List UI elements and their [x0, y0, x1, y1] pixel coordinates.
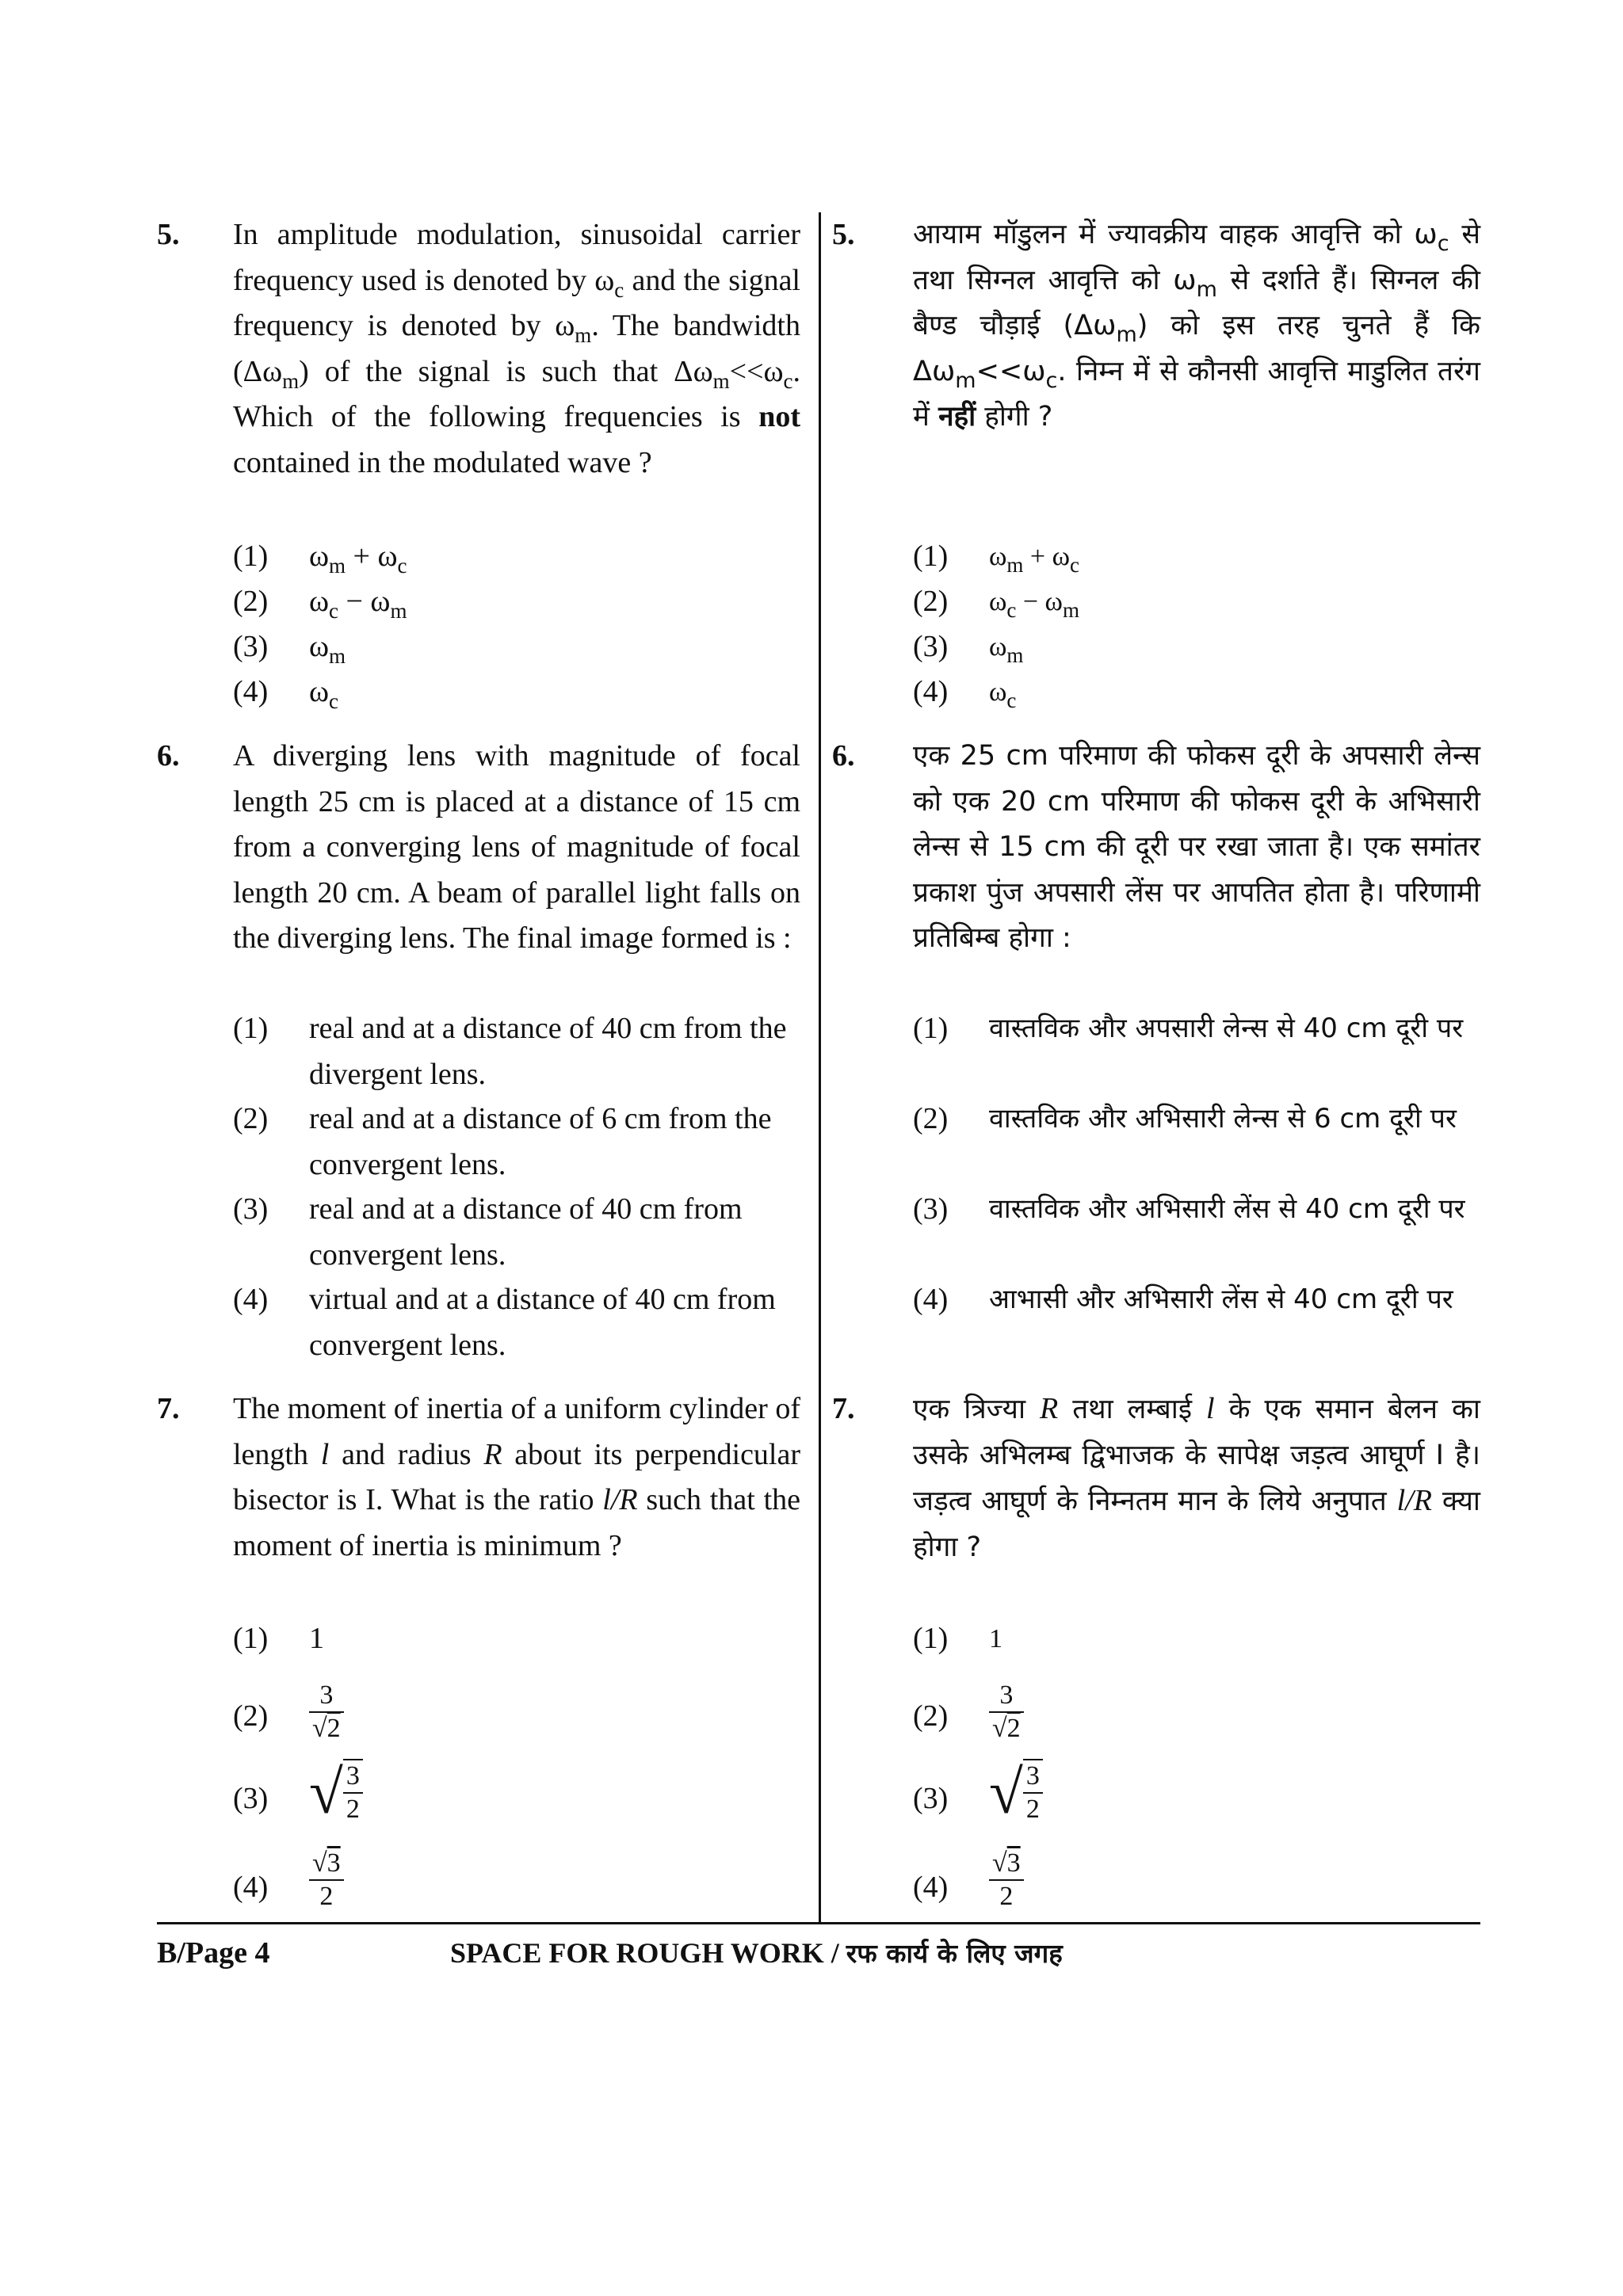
- question-number: 5.: [157, 218, 180, 251]
- option-4: (4) $\frac{√3}{2}$: [233, 1848, 800, 1919]
- fraction: $\frac{√3}{2}$: [989, 1848, 1480, 1913]
- question-text: आयाम मॉडुलन में ज्यावक्रीय वाहक आवृत्ति को $\omega_c$ से तथा सिग्नल आवृत्ति को $\omega_m$ से दर्शाते हैं। सिग्नल की बैण्ड चौड़ाई $(\Delta\omega_m)$ को इस तरह चुनते हैं कि $\Delta\omega_m<<\omega_c$. निम्न में से कौनसी आवृत्ति माडुलित तरंग में नहीं होगी ?: [913, 219, 1480, 433]
- question-number: 6.: [832, 739, 855, 772]
- question-number: 5.: [832, 218, 855, 251]
- question-number: 6.: [157, 739, 180, 772]
- question-number: 7.: [157, 1392, 180, 1425]
- question-text: A diverging lens with magnitude of focal length 25 cm is placed at a distance of 15 cm from a converging lens of magnitude of focal length 20 cm. A beam of parallel light falls on the diverging lens. The final image formed is :: [233, 739, 800, 955]
- option-3: (3) √ $\frac{3}{2}$: [913, 1759, 1480, 1838]
- option-4: (4) $\frac{√3}{2}$: [913, 1848, 1480, 1919]
- fraction: $\frac{3}{√2}$: [989, 1680, 1480, 1745]
- option-3: (3) √ $\frac{3}{2}$: [233, 1759, 800, 1838]
- column-divider: [819, 212, 821, 1922]
- option-2: (2) $\frac{3}{√2}$: [233, 1680, 800, 1751]
- fraction: $\frac{3}{√2}$: [309, 1680, 800, 1745]
- page-label: B/Page 4: [157, 1936, 270, 1970]
- rough-work-label: SPACE FOR ROUGH WORK / रफ कार्य के लिए जगह: [450, 1937, 1063, 1969]
- question-text: The moment of inertia of a uniform cylinder of length l and radius R about its perpendicular bisector is I. What is the ratio l/R such that the moment of inertia is minimum ?: [233, 1392, 801, 1562]
- sqrt-fraction: √ $\frac{3}{2}$: [989, 1759, 1480, 1828]
- question-text: एक त्रिज्या R तथा लम्बाई l के एक समान बेलन का उसके अभिलम्ब द्विभाजक के सापेक्ष जड़त्व आघूर्ण I है। जड़त्व आघूर्ण के निम्नतम मान के लिये अनुपात l/R क्या होगा ?: [913, 1392, 1480, 1563]
- question-number: 7.: [832, 1392, 855, 1425]
- option-2: (2) $\frac{3}{√2}$: [913, 1680, 1480, 1751]
- question-text: एक 25 cm परिमाण की फोकस दूरी के अपसारी लेन्स को एक 20 cm परिमाण की फोकस दूरी के अभिसारी लेन्स से 15 cm की दूरी पर रखा जाता है। एक समांतर प्रकाश पुंज अपसारी लेंस पर आपतित होता है। परिणामी प्रतिबिम्ब होगा :: [913, 740, 1480, 954]
- footer-rule: [157, 1922, 1480, 1924]
- fraction: $\frac{√3}{2}$: [309, 1848, 800, 1913]
- question-text: In amplitude modulation, sinusoidal carrier frequency used is denoted by $\omega_c$ and the signal frequency is denoted by $\omega_m$. The bandwidth $(\Delta\omega_m)$ of the signal is such that $\Delta\omega_m<<\omega_c$. Which of the following frequencies is not contained in the modulated wave ?: [233, 218, 800, 479]
- sqrt-fraction: √ $\frac{3}{2}$: [309, 1759, 800, 1827]
